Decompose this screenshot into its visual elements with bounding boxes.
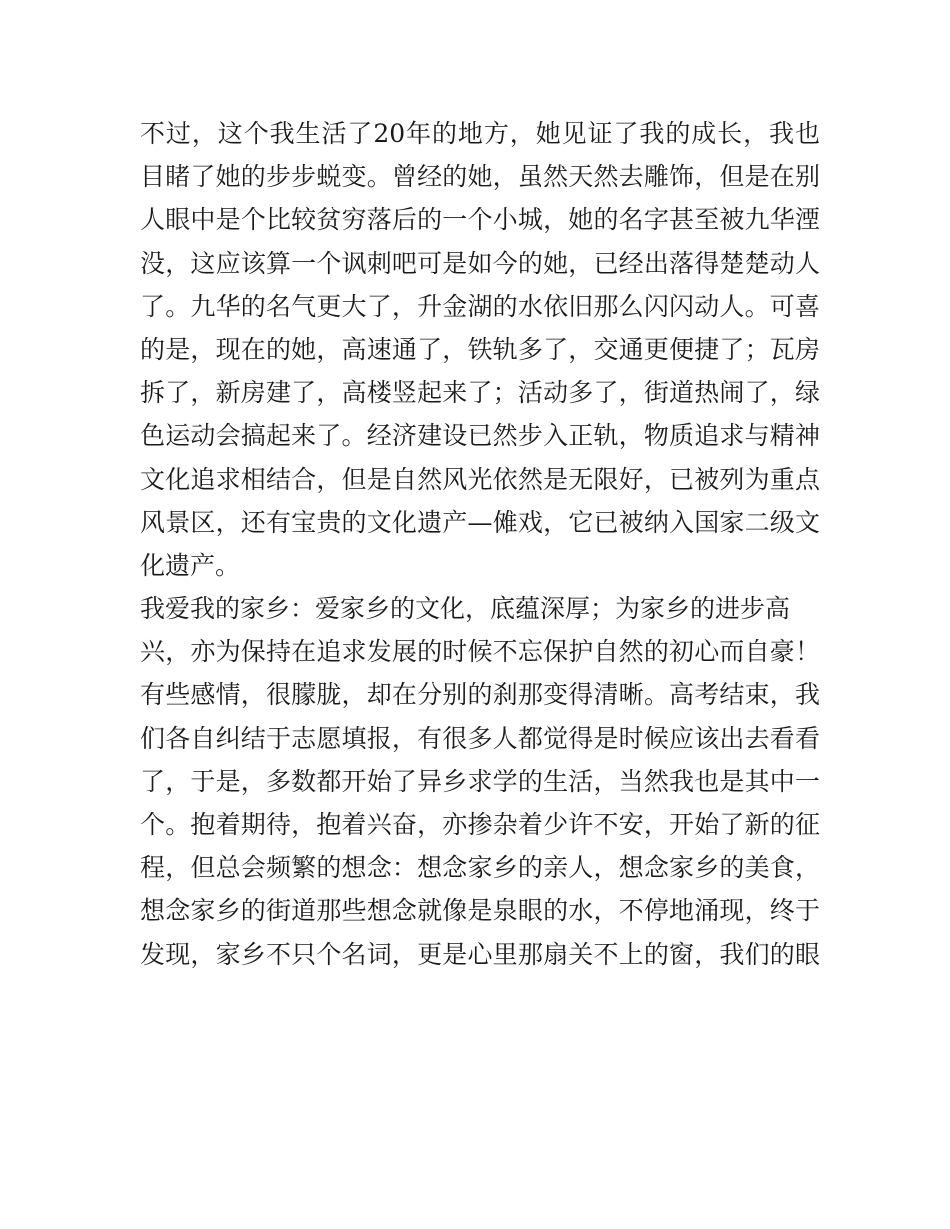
text-line: 们各自纠结于志愿填报，有很多人都觉得是时候应该出去看看 [140, 723, 820, 753]
paragraph [140, 112, 820, 587]
text-line: 程，但总会频繁的想念：想念家乡的亲人，想念家乡的美食， [140, 853, 820, 883]
text-line: 了。九华的名气更大了，升金湖的水依旧那么闪闪动人。可喜 [140, 291, 820, 321]
text-line: 不过，这个我生活了20年的地方，她见证了我的成长，我也 [140, 119, 820, 148]
text-line: 个。抱着期待，抱着兴奋，亦掺杂着少许不安，开始了新的征 [140, 810, 820, 839]
paragraph [140, 587, 820, 673]
text-line: 有些感情，很朦胧，却在分别的刹那变得清晰。高考结束，我 [140, 680, 820, 710]
text-line: 化遗产。 [140, 550, 241, 580]
text-line: 我爱我的家乡：爱家乡的文化，底蕴深厚；为家乡的进步高 [140, 594, 791, 624]
text-line: 色运动会搞起来了。经济建设已然步入正轨，物质追求与精神 [140, 421, 820, 451]
text-line: 风景区，还有宝贵的文化遗产—傩戏，它已被纳入国家二级文 [140, 507, 820, 537]
text-line: 人眼中是个比较贫穷落后的一个小城，她的名字甚至被九华湮 [140, 205, 820, 235]
text-line: 文化追求相结合，但是自然风光依然是无限好，已被列为重点 [140, 464, 820, 494]
paragraph [140, 673, 820, 975]
text-line: 拆了，新房建了，高楼竖起来了；活动多了，街道热闹了，绿 [140, 378, 820, 408]
body-text [140, 112, 820, 976]
text-line: 了，于是，多数都开始了异乡求学的生活，当然我也是其中一 [140, 766, 820, 796]
text-line: 目睹了她的步步蜕变。曾经的她，虽然天然去雕饰，但是在别 [140, 162, 820, 192]
text-line: 的是，现在的她，高速通了，铁轨多了，交通更便捷了；瓦房 [140, 334, 820, 364]
text-line: 想念家乡的街道那些想念就像是泉眼的水，不停地涌现，终于 [140, 896, 820, 926]
text-line: 没，这应该算一个讽刺吧可是如今的她，已经出落得楚楚动人 [140, 248, 820, 278]
text-line: 发现，家乡不只个名词，更是心里那扇关不上的窗，我们的眼 [140, 939, 820, 969]
text-line: 兴，亦为保持在追求发展的时候不忘保护自然的初心而自豪！ [140, 637, 820, 667]
